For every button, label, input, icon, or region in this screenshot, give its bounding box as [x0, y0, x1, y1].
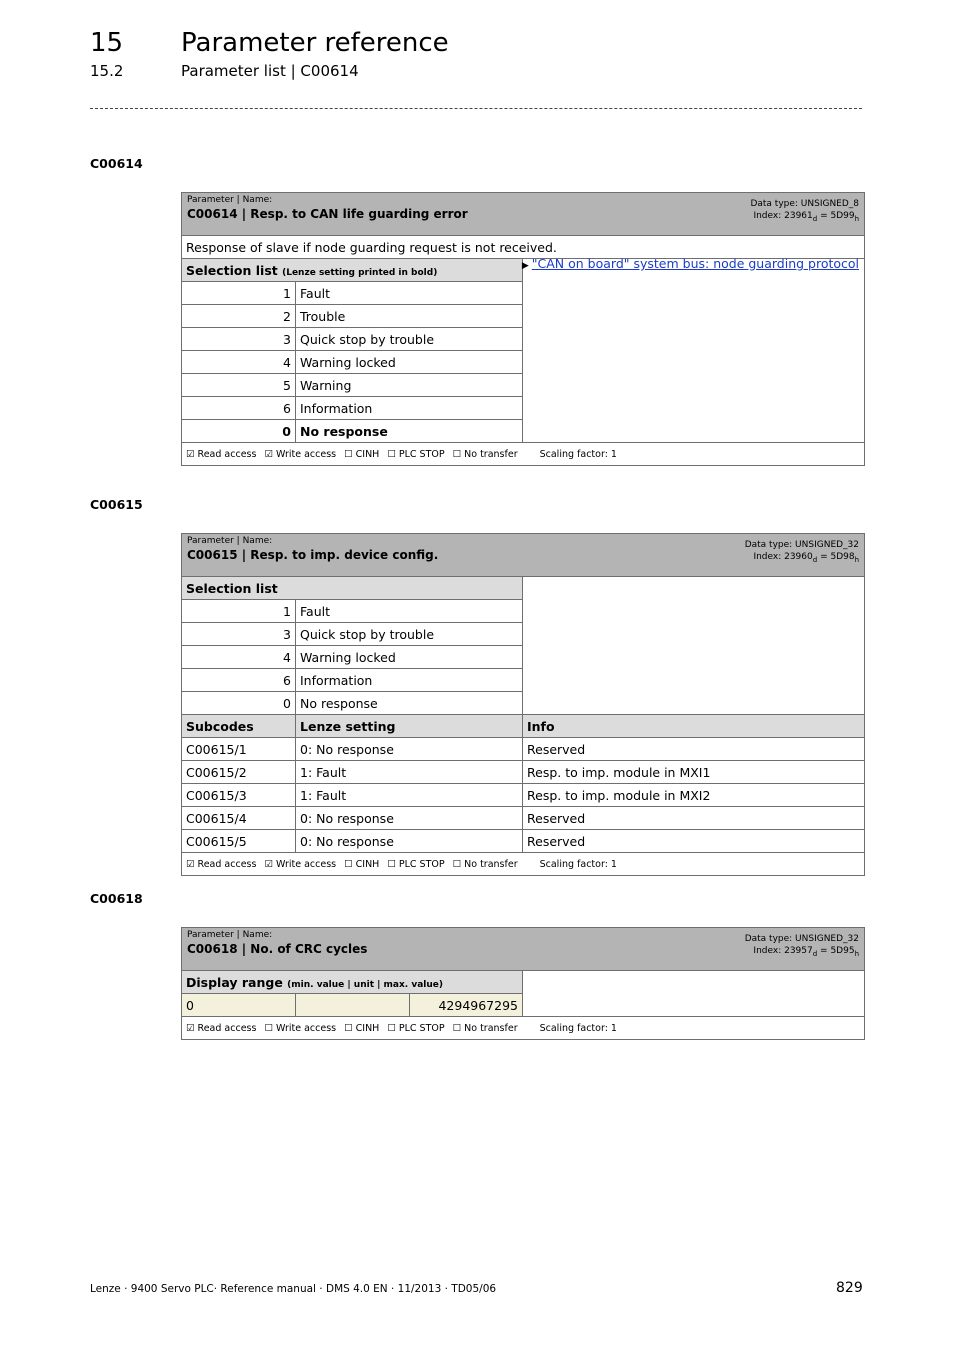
data-type: Data type: UNSIGNED_32	[744, 540, 860, 550]
section-title: Parameter list | C00614	[181, 62, 359, 80]
list-item: 4 Warning locked	[182, 351, 865, 374]
access-footer: ☑ Read access ☐ Write access ☐ CINH ☐ PLC STOP ☐ No transfer Scaling factor: 1	[182, 1017, 865, 1040]
param-name: C00614 | Resp. to CAN life guarding error	[187, 207, 468, 221]
doc-footer: Lenze · 9400 Servo PLC· Reference manual · DMS 4.0 EN · 11/2013 · TD05/06	[90, 1283, 497, 1295]
chapter-title: Parameter reference	[181, 28, 449, 58]
access-footer: ☑ Read access ☑ Write access ☐ CINH ☐ PLC STOP ☐ No transfer Scaling factor: 1	[182, 443, 865, 466]
range-min: 0	[182, 994, 296, 1017]
list-item: 5 Warning	[182, 374, 865, 397]
param-index: Index: $23960_d = 5D98_h$	[753, 552, 860, 564]
selection-list-header: Selection list	[182, 577, 523, 600]
table-row: C00615/4 0: No response Reserved	[182, 807, 865, 830]
param-index: Index: $23961_d = 5D99_h$	[753, 211, 860, 223]
triangle-right-icon: ▶	[521, 261, 529, 271]
list-item: 6 Information	[182, 397, 865, 420]
list-item-default: 0 No response	[182, 420, 865, 443]
table-row: C00615/3 1: Fault Resp. to imp. module in MXI2	[182, 784, 865, 807]
param-table-c00614	[181, 192, 865, 466]
data-type: Data type: UNSIGNED_8	[750, 199, 860, 209]
param-heading-c00615: C00615	[90, 497, 143, 512]
section-number: 15.2	[90, 62, 124, 80]
header-divider	[90, 108, 862, 109]
param-table-c00615	[181, 533, 865, 876]
param-table-c00618	[181, 927, 865, 1040]
list-item: 6 Information	[182, 669, 865, 692]
table-row: C00615/2 1: Fault Resp. to imp. module in MXI1	[182, 761, 865, 784]
range-unit	[296, 994, 410, 1017]
param-header	[182, 928, 865, 971]
param-name: C00618 | No. of CRC cycles	[187, 942, 368, 956]
param-heading-c00614: C00614	[90, 156, 143, 171]
node-guarding-link[interactable]: ▶ "CAN on board" system bus: node guarding protocol	[521, 256, 860, 271]
subcodes-header: Subcodes Lenze setting Info	[182, 715, 865, 738]
list-item: 3 Quick stop by trouble	[182, 328, 865, 351]
blank-area	[523, 577, 865, 715]
list-item: 2 Trouble	[182, 305, 865, 328]
param-label: Parameter | Name:	[187, 930, 273, 940]
list-item: 3 Quick stop by trouble	[182, 623, 865, 646]
page-number: 829	[836, 1280, 863, 1296]
param-heading-c00618: C00618	[90, 891, 143, 906]
param-label: Parameter | Name:	[187, 536, 273, 546]
param-header	[182, 534, 865, 577]
description-text: Response of slave if node guarding request is not received.	[186, 239, 557, 255]
list-item: 1 Fault	[182, 600, 865, 623]
param-meta	[750, 198, 859, 225]
chapter-number: 15	[90, 28, 124, 58]
data-type: Data type: UNSIGNED_32	[744, 934, 859, 944]
param-index: Index: $23957_d = 5D95_h$	[753, 946, 859, 958]
blank-area	[523, 259, 865, 443]
blank-area	[523, 971, 865, 1017]
param-label: Parameter | Name:	[187, 195, 273, 205]
range-max: 4294967295	[410, 994, 523, 1017]
param-meta	[745, 539, 859, 566]
access-footer: ☑ Read access ☑ Write access ☐ CINH ☐ PLC STOP ☐ No transfer Scaling factor: 1	[182, 853, 865, 876]
param-name: C00615 | Resp. to imp. device config.	[187, 548, 439, 562]
table-row: C00615/5 0: No response Reserved	[182, 830, 865, 853]
table-row: C00615/1 0: No response Reserved	[182, 738, 865, 761]
list-item: 1 Fault	[182, 282, 865, 305]
param-header	[182, 193, 865, 236]
selection-list-header: Selection list (Lenze setting printed in bold)	[182, 259, 523, 282]
param-meta	[745, 933, 859, 960]
list-item: 0 No response	[182, 692, 865, 715]
display-range-header: Display range (min. value | unit | max. value)	[182, 971, 523, 994]
list-item: 4 Warning locked	[182, 646, 865, 669]
